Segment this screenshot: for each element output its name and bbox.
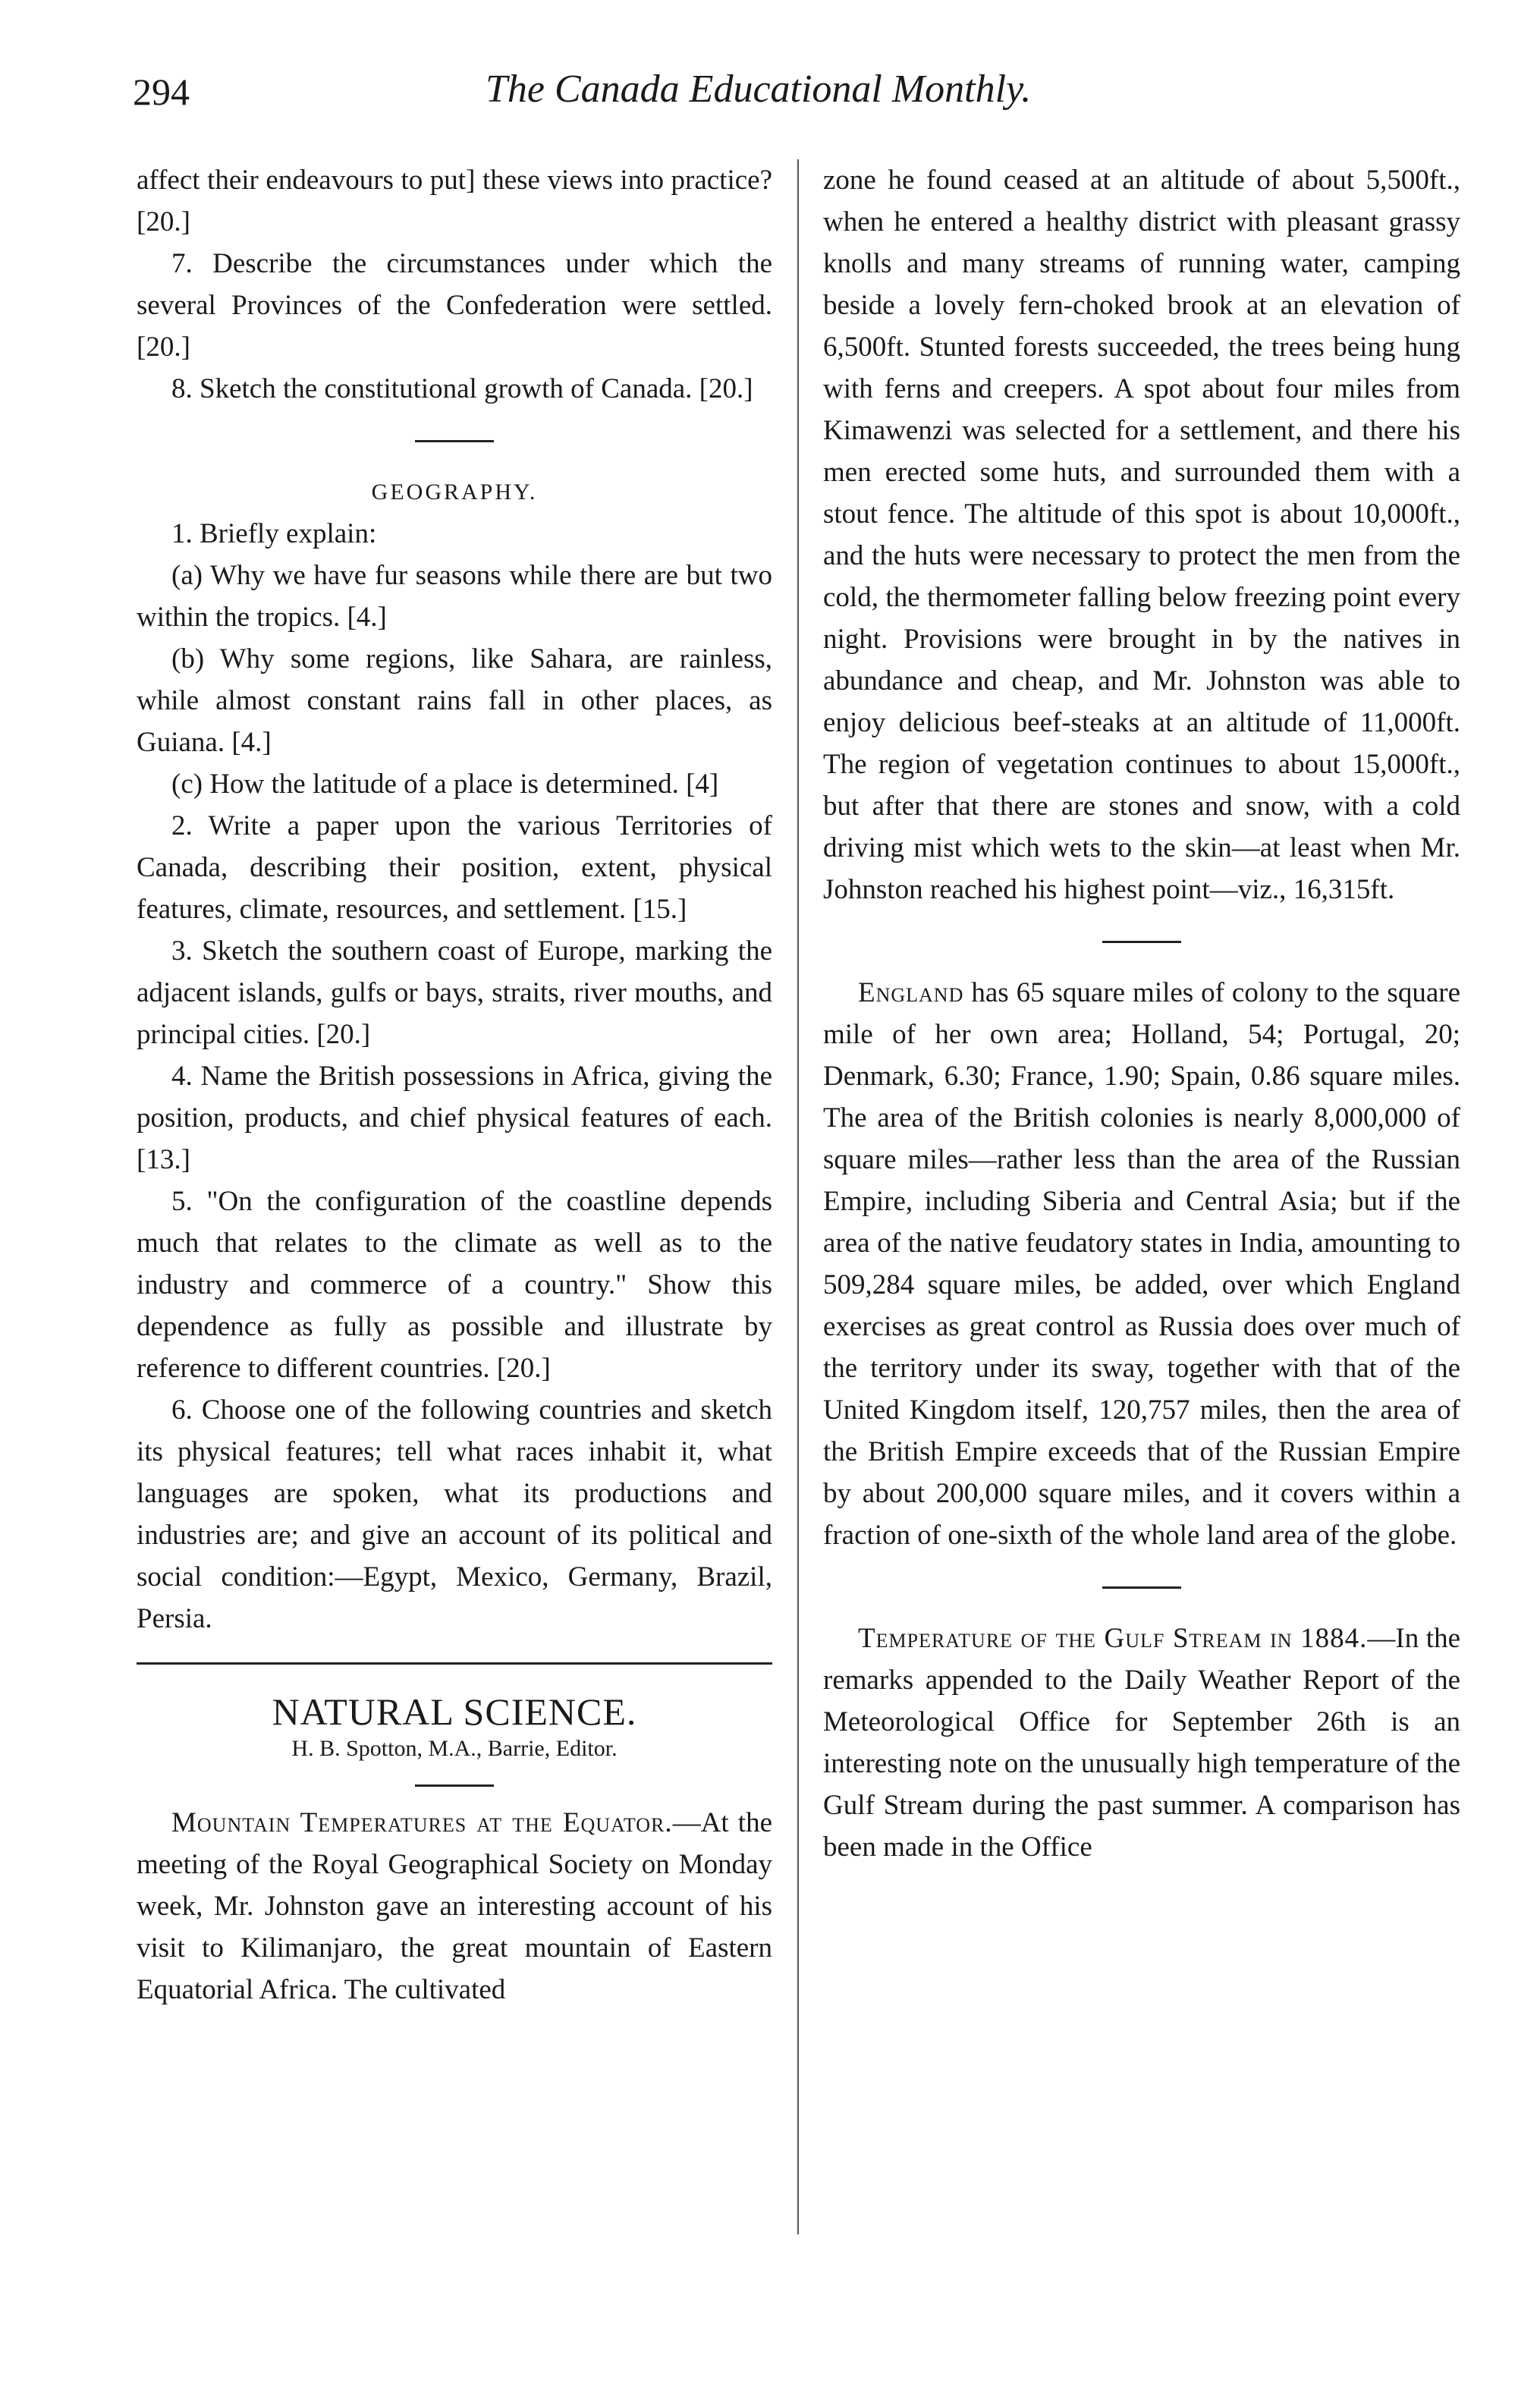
short-rule [1102,1586,1181,1589]
running-head: The Canada Educational Monthly. [486,68,1032,111]
column-left [137,159,772,2011]
geography-q1a: (a) Why we have fur seasons while there are but two within the tropics. [4.] [137,560,772,633]
article-lead: Temperature of the Gulf Stream in 1884. [858,1623,1368,1654]
geography-q2: 2. Write a paper upon the various Territories of Canada, describing their position, extent, physical features, climate, resources, and settlement. [15.] [137,810,772,925]
question-7: 7. Describe the circumstances under which the several Provinces of the Confederation were settled. [20.] [137,248,772,363]
geography-q1c: (c) How the latitude of a place is determined. [4] [171,769,719,800]
short-rule [415,1784,494,1787]
department-title: NATURAL SCIENCE. [272,1690,637,1733]
column-divider [797,159,799,2234]
geography-q4: 4. Name the British possessions in Africa, giving the position, products, and chief physical features of each. [13.] [137,1061,772,1175]
article-continued: zone he found ceased at an altitude of about 5,500ft., when he entered a healthy district with pleasant grassy knolls and many streams of running water, camping beside a lovely fern-choked brook at an elevation of 6,500ft. Stunted forests succeeded, the trees being hung with ferns and creepers. A spot about four miles from Kimawenzi was selected for a settlement, and there his men erected some huts, and surrounded them with a stout fence. The altitude of this spot is about 10,000ft., and the huts were necessary to protect the men from the cold, the thermometer falling below freezing point every night. Provisions were brought in by the natives in abundance and cheap, and Mr. Johnston was able to enjoy delicious beef-steaks at an altitude of 11,000ft. The region of vegetation continues to about 15,000ft., but after that there are stones and snow, with a cold driving mist which wets to the skin—at least when Mr. Johnston reached his highest point—viz., 16,315ft. [823,165,1460,905]
geography-q5: 5. "On the configuration of the coastline depends much that relates to the climate as well as to the industry and commerce of a country." Show this dependence as fully as possible and illustrate by reference to different countries. [20.] [137,1186,772,1384]
article-mountain-temperatures [137,1802,772,2011]
article-text: has 65 square miles of colony to the square mile of her own area; Holland, 54; Portugal, 20; Denmark, 6.30; France, 1.90; Spain, 0.86 square miles. The area of the British colonies is nearly 8,000,000 of square miles—rather less than the area of the Russian Empire, including Siberia and Central Asia; but if the area of the native feudatory states in India, amounting to 509,284 square miles, be added, over which England exercises as great control as Russia does over much of the territory under its sway, together with that of the United Kingdom itself, 120,757 miles, then the area of the British Empire exceeds that of the Russian Empire by about 200,000 square miles, and it covers within a fraction of one-sixth of the whole land area of the globe. [823,977,1460,1551]
article-text: —At the meeting of the Royal Geographical Society on Monday week, Mr. Johnston gave an interesting account of his visit to Kilimanjaro, the great mountain of Eastern Equatorial Africa. The cultivated [137,1807,772,2005]
short-rule [415,440,494,442]
article-lead: England [858,977,964,1008]
short-rule [1102,941,1181,943]
article-england-colonies [823,972,1460,1556]
page-number: 294 [133,71,190,113]
full-rule [137,1662,772,1665]
geography-q6: 6. Choose one of the following countries and sketch its physical features; tell what races inhabit it, what languages are spoken, what its productions and industries are; and give an account of its political and social condition:—Egypt, Mexico, Germany, Brazil, Persia. [137,1395,772,1634]
question-8: 8. Sketch the constitutional growth of Canada. [20.] [171,373,753,404]
department-editor: H. B. Spotton, M.A., Barrie, Editor. [291,1736,618,1761]
geography-q3: 3. Sketch the southern coast of Europe, marking the adjacent islands, gulfs or bays, straits, river mouths, and principal cities. [20.] [137,935,772,1050]
article-lead: Mountain Temperatures at the Equator. [171,1807,673,1838]
geography-q1: 1. Briefly explain: [171,518,377,549]
column-right [823,159,1460,1868]
paragraph: affect their endeavours to put] these views into practice? [20.] [137,165,772,237]
geography-q1b: (b) Why some regions, like Sahara, are rainless, while almost constant rains fall in other places, as Guiana. [4.] [137,643,772,758]
article-text: —In the remarks appended to the Daily Weather Report of the Meteorological Office for September 26th is an interesting note on the unusually high temperature of the Gulf Stream during the past summer. A comparison has been made in the Office [823,1623,1460,1863]
geography-heading: GEOGRAPHY. [371,480,538,505]
article-gulf-stream [823,1618,1460,1868]
